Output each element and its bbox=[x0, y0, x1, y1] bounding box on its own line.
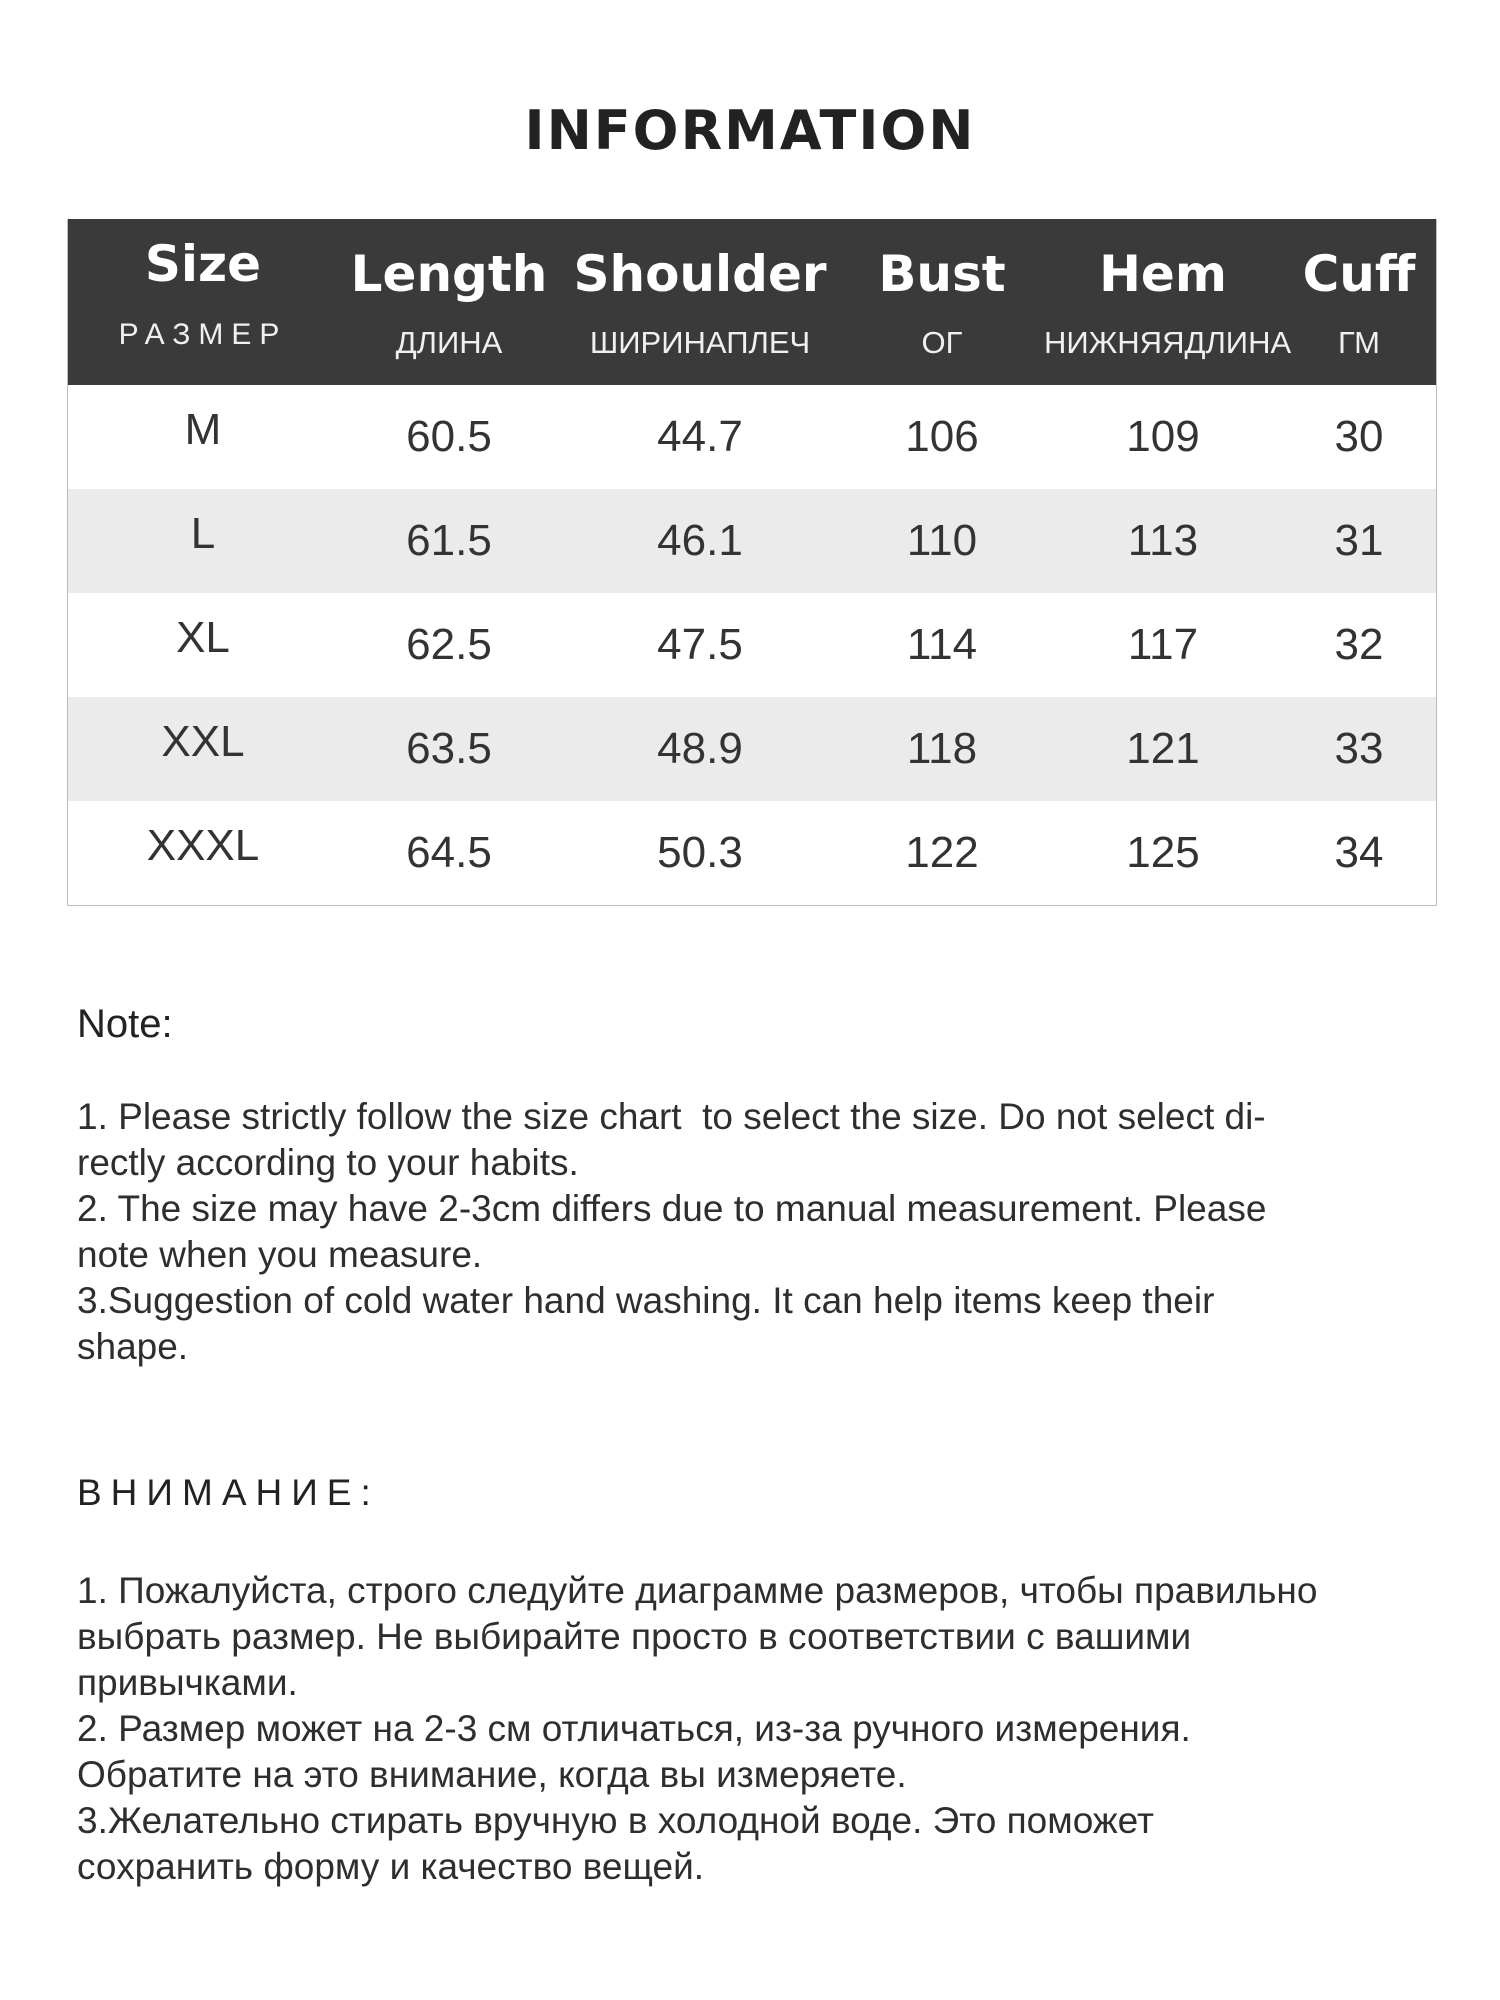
cell-shoulder: 48.9 bbox=[657, 724, 743, 773]
header-bust-ru: ОГ bbox=[921, 325, 963, 360]
header-shoulder-ru: ШИРИНАПЛЕЧ bbox=[589, 325, 811, 360]
note-heading-ru: ВНИМАНИЕ: bbox=[77, 1472, 380, 1513]
cell-size: L bbox=[190, 509, 216, 558]
header-hem-en: Hem bbox=[1099, 245, 1227, 303]
note-list-en bbox=[77, 1094, 1417, 1370]
cell-size: XXXL bbox=[146, 821, 260, 870]
cell-length: 60.5 bbox=[406, 412, 492, 461]
cell-bust: 106 bbox=[905, 412, 979, 461]
cell-hem: 113 bbox=[1127, 516, 1199, 565]
header-size-ru: РАЗМЕР bbox=[118, 318, 288, 351]
table-row bbox=[68, 385, 1436, 489]
table-row bbox=[68, 489, 1436, 593]
cell-bust: 122 bbox=[905, 828, 979, 877]
cell-cuff: 34 bbox=[1334, 828, 1384, 877]
page-title: INFORMATION bbox=[524, 99, 976, 162]
header-size bbox=[68, 219, 338, 385]
note-item-ru: 1. Пожалуйста, строго следуйте диаграмме размеров, чтобы правильно выбрать размер. Не выбирайте просто в соответствии с вашими привычками. bbox=[77, 1570, 1318, 1703]
table-row bbox=[68, 697, 1436, 801]
cell-cuff: 32 bbox=[1334, 620, 1384, 669]
cell-shoulder: 50.3 bbox=[657, 828, 743, 877]
header-size-en: Size bbox=[144, 235, 262, 293]
cell-hem: 121 bbox=[1126, 724, 1200, 773]
cell-size: XL bbox=[176, 613, 230, 662]
header-hem-ru: НИЖНЯЯДЛИНА bbox=[1044, 325, 1292, 360]
cell-length: 61.5 bbox=[406, 516, 492, 565]
header-length-en: Length bbox=[350, 245, 548, 303]
cell-shoulder: 46.1 bbox=[657, 516, 743, 565]
header-length bbox=[338, 219, 560, 385]
note-item-en: 3.Suggestion of cold water hand washing. It can help items keep their shape. bbox=[77, 1280, 1215, 1367]
cell-length: 63.5 bbox=[406, 724, 492, 773]
header-cuff-ru: ГМ bbox=[1338, 325, 1380, 360]
table-row bbox=[68, 593, 1436, 697]
cell-size: XXL bbox=[161, 717, 245, 766]
cell-hem: 117 bbox=[1127, 620, 1199, 669]
table-row bbox=[68, 801, 1436, 905]
note-item-en: 2. The size may have 2-3cm differs due to manual measurement. Please note when you measure. bbox=[77, 1188, 1267, 1275]
note-item-ru: 3.Желательно стирать вручную в холодной воде. Это поможет сохранить форму и качество вещей. bbox=[77, 1800, 1154, 1887]
note-list-ru bbox=[77, 1568, 1417, 1890]
cell-bust: 118 bbox=[906, 724, 978, 773]
header-hem bbox=[1044, 219, 1292, 385]
cell-cuff: 30 bbox=[1334, 412, 1384, 461]
header-cuff bbox=[1282, 219, 1436, 385]
note-item-en: 1. Please strictly follow the size chart to select the size. Do not select di- rectly according to your habits. bbox=[77, 1096, 1266, 1183]
cell-bust: 110 bbox=[906, 516, 978, 565]
cell-shoulder: 47.5 bbox=[657, 620, 743, 669]
header-cuff-en: Cuff bbox=[1302, 245, 1416, 303]
cell-cuff: 33 bbox=[1334, 724, 1384, 773]
cell-bust: 114 bbox=[906, 620, 978, 669]
cell-length: 64.5 bbox=[406, 828, 492, 877]
note-item-ru: 2. Размер может на 2-3 см отличаться, из-за ручного измерения. Обратите на это внимание, когда вы измеряете. bbox=[77, 1708, 1191, 1795]
cell-length: 62.5 bbox=[406, 620, 492, 669]
cell-shoulder: 44.7 bbox=[657, 412, 743, 461]
header-bust bbox=[840, 219, 1044, 385]
header-shoulder-en: Shoulder bbox=[573, 245, 827, 303]
table-header bbox=[68, 219, 1436, 385]
header-length-ru: ДЛИНА bbox=[395, 325, 503, 360]
cell-size: M bbox=[184, 405, 222, 454]
cell-hem: 125 bbox=[1126, 828, 1200, 877]
size-chart-table bbox=[67, 219, 1437, 906]
note-heading-en: Note: bbox=[77, 1002, 173, 1046]
header-bust-en: Bust bbox=[878, 245, 1006, 303]
cell-cuff: 31 bbox=[1334, 516, 1384, 565]
header-shoulder bbox=[560, 219, 840, 385]
cell-hem: 109 bbox=[1126, 412, 1200, 461]
